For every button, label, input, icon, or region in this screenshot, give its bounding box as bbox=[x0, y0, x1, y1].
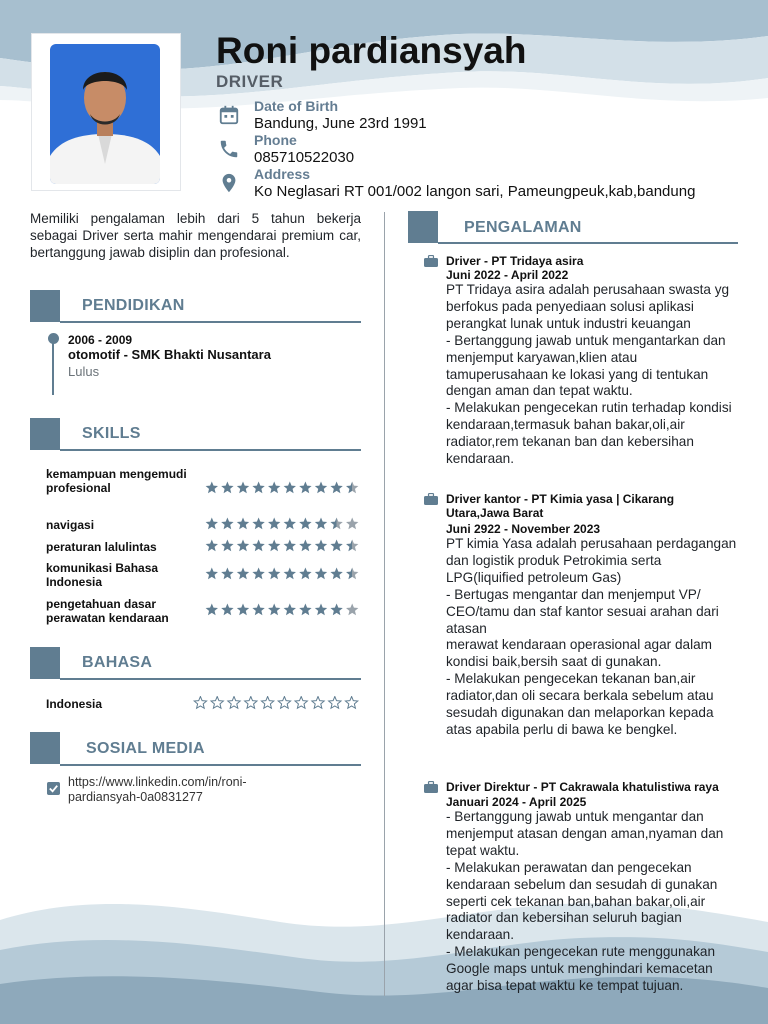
star-icon bbox=[237, 540, 249, 552]
star-icon bbox=[284, 604, 296, 616]
job-description: PT Tridaya asira adalah perusahaan swasta yg berfokus pada penyediaan solusi aplikasi perangkat lunak untuk industri keuangan - Bertanggung jawab untuk mengantarkan dan menjemput karyawan,klien atau tamuperusahaan ke lokasi yang di tentukan dengan aman dan tepat waktu. - Melakukan pengecekan rutin terhadap kondisi kendaraan,termasuk bahan bakar,oli,air radiator,rem tekanan ban dan kebersihan kendaraan. bbox=[446, 282, 732, 467]
section-title-education: PENDIDIKAN bbox=[82, 297, 185, 314]
section-title-social: SOSIAL MEDIA bbox=[86, 740, 205, 757]
education-period: 2006 - 2009 bbox=[68, 333, 133, 347]
star-icon bbox=[284, 482, 296, 494]
star-icon bbox=[346, 604, 358, 616]
star-icon bbox=[206, 518, 218, 530]
star-icon bbox=[252, 518, 264, 530]
section-marker bbox=[30, 647, 60, 679]
star-icon bbox=[206, 540, 218, 552]
person-name: Roni pardiansyah bbox=[216, 30, 527, 71]
star-icon bbox=[284, 518, 296, 530]
linkedin-link[interactable]: https://www.linkedin.com/in/roni-pardiansyah-0a0831277 bbox=[68, 775, 247, 804]
star-icon bbox=[295, 697, 307, 709]
star-icon bbox=[211, 697, 223, 709]
star-icon bbox=[221, 604, 233, 616]
education-school: otomotif - SMK Bhakti Nusantara bbox=[68, 347, 271, 362]
star-icon bbox=[268, 518, 280, 530]
profile-photo-frame bbox=[32, 34, 180, 190]
star-icon bbox=[252, 540, 264, 552]
address-label: Address bbox=[254, 166, 311, 182]
briefcase-icon bbox=[424, 255, 438, 267]
job-period: Juni 2022 - April 2022 bbox=[446, 268, 569, 282]
job-description: PT kimia Yasa adalah perusahaan perdagangan dan logistik produk Petrokimia serta LPG(liquified petroleum Gas) - Bertugas mengantar dan menjemput VP/ CEO/tamu dan staf kantor sesuai arahan dari atasan merawat kendaraan operasional agar dalam kondisi baik,bersih saat di gunakan. - Melakukan pengecekan tekanan ban,air radiator,dan oli secara berkala sebelum atau sesudah digunakan dan melaporkan kepada atas apabila perlu di bawa ke bengkel. bbox=[446, 536, 737, 737]
job-period: Juni 2922 - November 2023 bbox=[446, 522, 601, 536]
job-title: Driver - PT Tridaya asira bbox=[446, 254, 584, 268]
star-icon bbox=[206, 604, 218, 616]
star-icon bbox=[299, 540, 311, 552]
timeline-line bbox=[52, 343, 54, 395]
profile-summary: Memiliki pengalaman lebih dari 5 tahun bekerja sebagai Driver serta mahir mengendarai premium car, bertanggung jawab disiplin dan profesional. bbox=[30, 211, 361, 260]
star-icon bbox=[252, 604, 264, 616]
star-icon bbox=[237, 604, 249, 616]
skill-rating bbox=[204, 481, 360, 495]
section-marker bbox=[30, 418, 60, 450]
phone-value: 085710522030 bbox=[254, 149, 355, 166]
star-icon bbox=[221, 568, 233, 580]
phone-icon bbox=[218, 138, 240, 160]
job-description: - Bertanggung jawab untuk mengantar dan menjemput atasan dengan aman,nyaman dan tepat waktu. - Melakukan perawatan dan pengecekan kendaraan sebelum dan sesudah di gunakan seperti cek tekanan ban,bahan bakar,oli,air radiator dan kebersihan seluruh bagian kendaraan. - Melakukan pengecekan rute menggunakan Google maps untuk menghindari kemacetan agar bisa tepat waktu ke tempat tujuan. bbox=[446, 809, 724, 994]
skill-rating bbox=[204, 603, 360, 617]
star-icon bbox=[299, 518, 311, 530]
skill-name: navigasi bbox=[46, 518, 95, 532]
star-icon bbox=[237, 518, 249, 530]
column-divider bbox=[384, 212, 385, 996]
briefcase-icon bbox=[424, 493, 438, 505]
star-icon bbox=[329, 697, 341, 709]
skill-rating bbox=[204, 517, 360, 531]
education-status: Lulus bbox=[68, 364, 100, 379]
star-icon bbox=[252, 568, 264, 580]
section-underline bbox=[438, 242, 738, 244]
star-icon bbox=[330, 568, 342, 580]
calendar-icon bbox=[218, 104, 240, 126]
phone-label: Phone bbox=[254, 132, 297, 148]
section-underline bbox=[60, 321, 361, 323]
star-icon bbox=[312, 697, 324, 709]
skill-rating bbox=[204, 539, 360, 553]
star-icon bbox=[299, 482, 311, 494]
star-icon bbox=[268, 482, 280, 494]
star-icon bbox=[268, 568, 280, 580]
star-icon bbox=[278, 697, 290, 709]
job-title: Driver kantor - PT Kimia yasa | Cikarang Utara,Jawa Barat bbox=[446, 492, 675, 520]
star-icon bbox=[330, 482, 342, 494]
star-icon bbox=[345, 697, 357, 709]
star-icon bbox=[206, 568, 218, 580]
location-pin-icon bbox=[218, 172, 240, 194]
section-title-skills: SKILLS bbox=[82, 425, 141, 442]
star-icon bbox=[268, 604, 280, 616]
checkbox-icon bbox=[47, 782, 60, 795]
section-marker bbox=[408, 211, 438, 243]
job-period: Januari 2024 - April 2025 bbox=[446, 795, 587, 809]
language-rating bbox=[192, 696, 360, 710]
section-underline bbox=[60, 449, 361, 451]
star-icon bbox=[228, 697, 240, 709]
briefcase-icon bbox=[424, 781, 438, 793]
dob-value: Bandung, June 23rd 1991 bbox=[254, 115, 427, 132]
skill-rating bbox=[204, 567, 360, 581]
star-icon bbox=[237, 482, 249, 494]
section-title-experience: PENGALAMAN bbox=[464, 219, 582, 236]
skill-name: pengetahuan dasar perawatan kendaraan bbox=[46, 597, 169, 625]
star-icon bbox=[330, 604, 342, 616]
star-icon bbox=[268, 540, 280, 552]
star-icon bbox=[221, 482, 233, 494]
star-icon bbox=[315, 604, 327, 616]
skill-name: komunikasi Bahasa Indonesia bbox=[46, 561, 159, 589]
star-icon bbox=[346, 518, 358, 530]
star-icon bbox=[206, 482, 218, 494]
star-icon bbox=[346, 540, 358, 552]
star-icon bbox=[221, 518, 233, 530]
section-underline bbox=[60, 764, 361, 766]
star-icon bbox=[284, 568, 296, 580]
star-icon bbox=[284, 540, 296, 552]
star-icon bbox=[346, 482, 358, 494]
star-icon bbox=[299, 604, 311, 616]
section-underline bbox=[60, 678, 361, 680]
star-icon bbox=[315, 482, 327, 494]
star-icon bbox=[315, 540, 327, 552]
star-icon bbox=[346, 568, 358, 580]
section-title-languages: BAHASA bbox=[82, 654, 153, 671]
star-icon bbox=[221, 540, 233, 552]
dob-label: Date of Birth bbox=[254, 98, 338, 114]
profile-photo bbox=[50, 44, 160, 184]
section-marker bbox=[30, 732, 60, 764]
section-marker bbox=[30, 290, 60, 322]
star-icon bbox=[245, 697, 257, 709]
language-name: Indonesia bbox=[46, 697, 103, 711]
star-icon bbox=[315, 568, 327, 580]
star-icon bbox=[252, 482, 264, 494]
star-icon bbox=[237, 568, 249, 580]
star-icon bbox=[261, 697, 273, 709]
skill-name: kemampuan mengemudi profesional bbox=[46, 467, 187, 495]
job-title: Driver Direktur - PT Cakrawala khatulistiwa raya bbox=[446, 780, 719, 794]
star-icon bbox=[330, 518, 342, 530]
address-value: Ko Neglasari RT 001/002 langon sari, Pameungpeuk,kab,bandung bbox=[254, 183, 696, 200]
star-icon bbox=[299, 568, 311, 580]
job-role: DRIVER bbox=[216, 72, 284, 91]
star-icon bbox=[194, 697, 206, 709]
star-icon bbox=[315, 518, 327, 530]
star-icon bbox=[330, 540, 342, 552]
skill-name: peraturan lalulintas bbox=[46, 540, 157, 554]
